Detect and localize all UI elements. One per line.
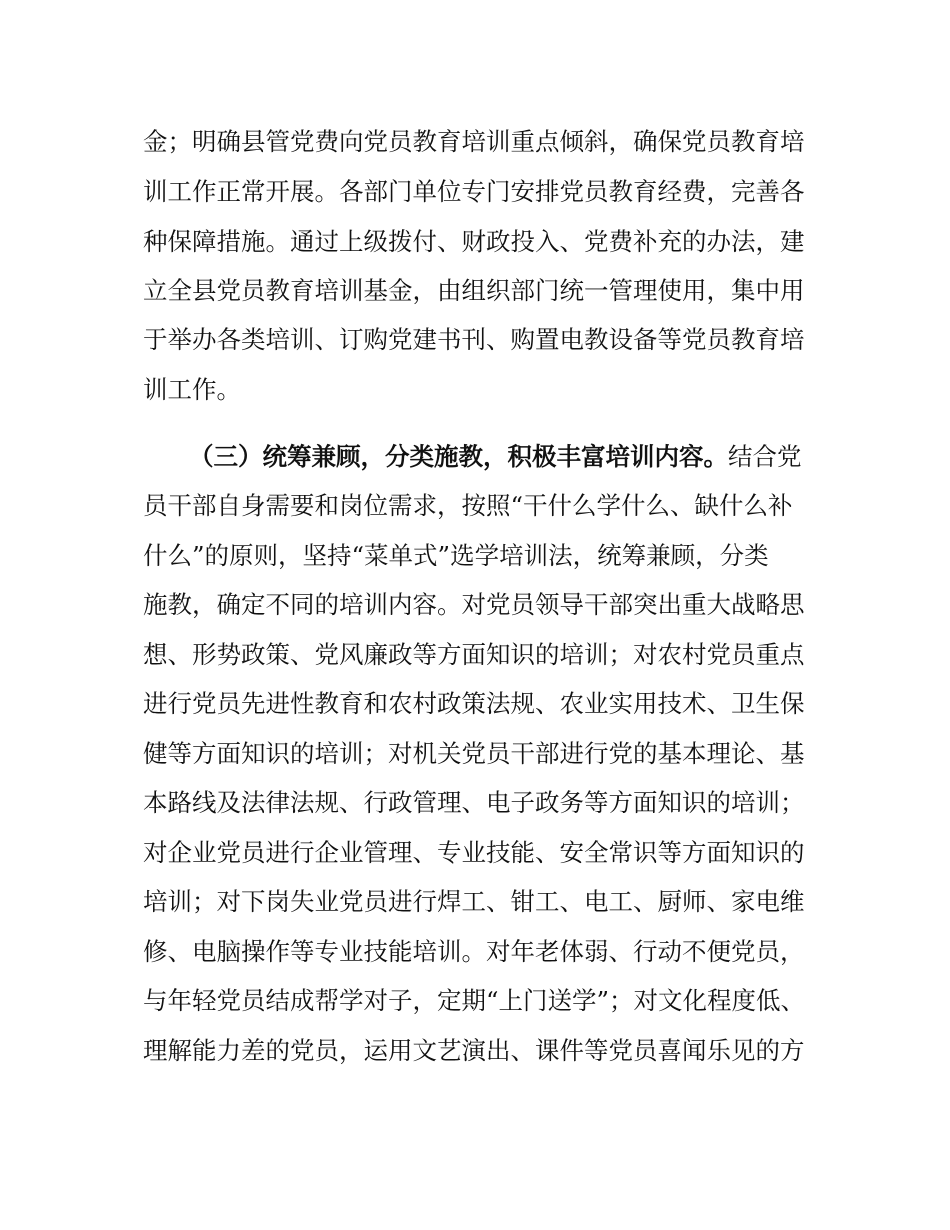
section-heading: （三）统筹兼顾，分类施教，积极丰富培训内容。 [189,442,728,471]
paragraph-2-line-1-rest: 结合党 [728,442,802,471]
paragraph-2-line-4: 施教，确定不同的培训内容。对党员领导干部突出重大战略思 [143,590,805,619]
paragraph-1-line-2: 训工作正常开展。各部门单位专门安排党员教育经费，完善各 [143,177,805,206]
paragraph-1-line-5: 于举办各类培训、订购党建书刊、购置电教设备等党员教育培 [143,325,805,354]
paragraph-2-line-2: 员干部自身需要和岗位需求，按照“干什么学什么、缺什么补 [143,491,793,520]
paragraph-2-line-9: 对企业党员进行企业管理、专业技能、安全常识等方面知识的 [143,838,805,867]
paragraph-2-line-1 [189,437,849,477]
paragraph-2-line-8: 本路线及法律法规、行政管理、电子政务等方面知识的培训； [143,788,805,817]
paragraph-1-line-1: 金；明确县管党费向党员教育培训重点倾斜，确保党员教育培 [143,127,805,156]
paragraph-1-line-6: 训工作。 [143,375,241,404]
paragraph-2-line-6: 进行党员先进性教育和农村政策法规、农业实用技术、卫生保 [143,689,805,718]
paragraph-2-line-7: 健等方面知识的培训；对机关党员干部进行党的基本理论、基 [143,739,805,768]
paragraph-2-line-10: 培训；对下岗失业党员进行焊工、钳工、电工、厨师、家电维 [143,887,805,916]
paragraph-2-line-12: 与年轻党员结成帮学对子，定期“上门送学”；对文化程度低、 [143,986,806,1015]
paragraph-2-line-3: 什么”的原则，坚持“菜单式”选学培训法，统筹兼顾，分类 [143,541,769,570]
paragraph-2-line-13: 理解能力差的党员，运用文艺演出、课件等党员喜闻乐见的方 [143,1036,805,1065]
paragraph-1-line-4: 立全县党员教育培训基金，由组织部门统一管理使用，集中用 [143,276,805,305]
paragraph-1-line-3: 种保障措施。通过上级拨付、财政投入、党费补充的办法，建 [143,227,805,256]
paragraph-2-line-11: 修、电脑操作等专业技能培训。对年老体弱、行动不便党员， [143,937,805,966]
paragraph-2-line-5: 想、形势政策、党风廉政等方面知识的培训；对农村党员重点 [143,640,805,669]
